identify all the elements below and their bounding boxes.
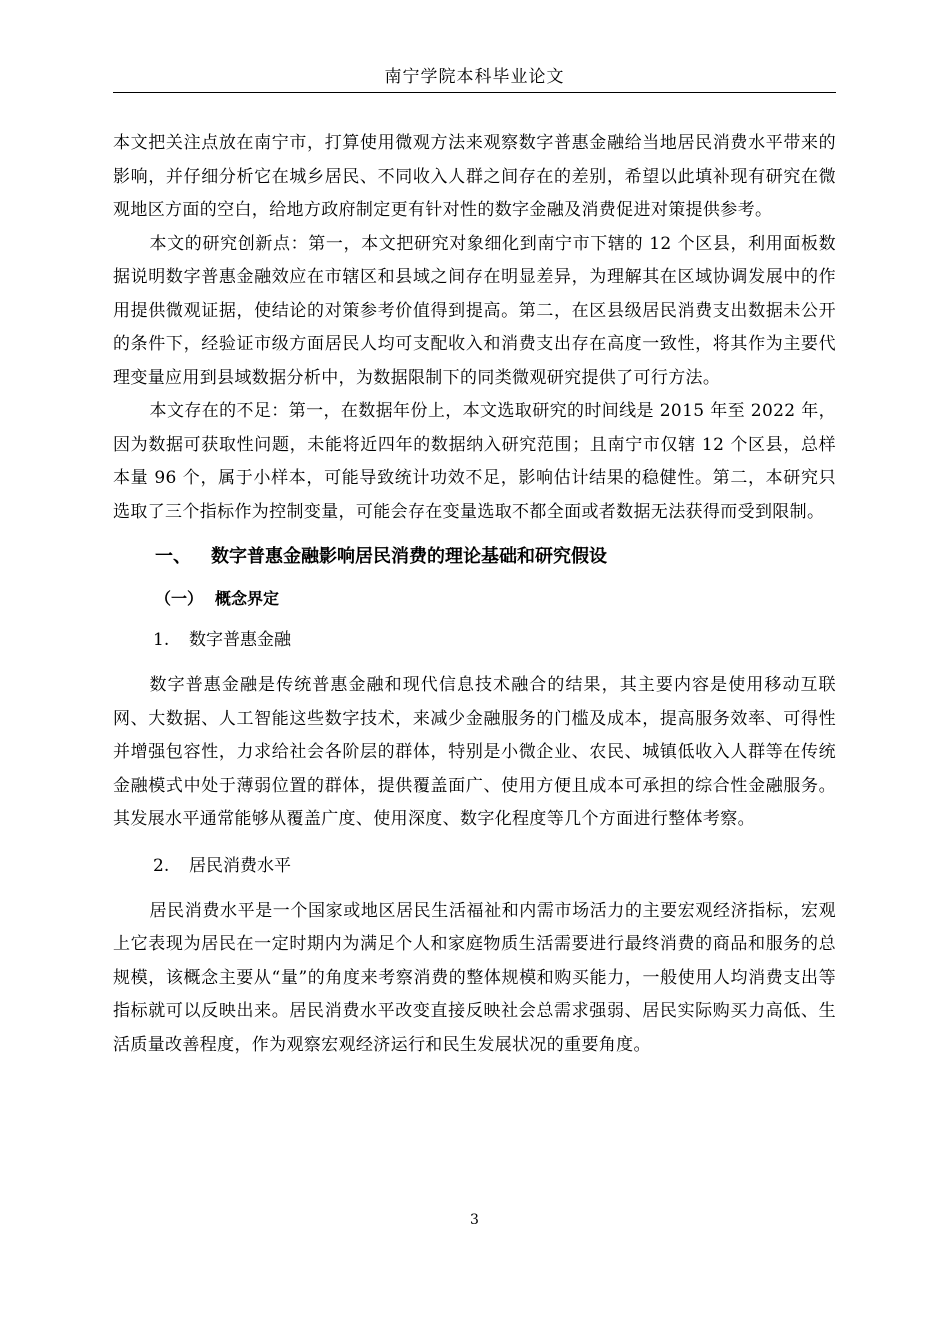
item-number: 2. — [153, 855, 170, 876]
paragraph-consumption-definition: 居民消费水平是一个国家或地区居民生活福祉和内需市场活力的主要宏观经济指标，宏观上它表现为居民在一定时期内为满足个人和家庭物质生活需要进行最终消费的商品和服务的总规模，该概念主要从“量”的角度来考察消费的整体规模和购买能力，一般使用人均消费支出等指标就可以反映出来。居民消费水平改变直接反映社会总需求强弱、居民实际购买力高低、生活质量改善程度，作为观察宏观经济运行和民生发展状况的重要角度。 — [113, 900, 836, 1055]
item-title: 居民消费水平 — [189, 855, 291, 876]
item-title: 数字普惠金融 — [189, 630, 291, 650]
page-number: 3 — [470, 1212, 479, 1228]
page-body — [113, 127, 836, 1062]
item-number: 1. — [153, 630, 170, 650]
section-number: 一、 — [155, 546, 191, 567]
section-title: 数字普惠金融影响居民消费的理论基础和研究假设 — [211, 546, 607, 567]
section-heading — [113, 535, 836, 579]
running-header: 南宁学院本科毕业论文 — [384, 67, 565, 87]
paragraph-research-focus: 本文把关注点放在南宁市，打算使用微观方法来观察数字普惠金融给当地居民消费水平带来的影响，并仔细分析它在城乡居民、不同收入人群之间存在的差别，希望以此填补现有研究在微观地区方面的空白，给地方政府制定更有针对性的数字金融及消费促进对策提供参考。 — [113, 133, 836, 220]
item-heading-digital-finance — [113, 619, 836, 661]
item-heading-consumption-level — [113, 845, 836, 887]
header-divider — [113, 92, 836, 93]
subsection-heading — [113, 579, 836, 619]
paragraph-digital-finance-definition: 数字普惠金融是传统普惠金融和现代信息技术融合的结果，其主要内容是使用移动互联网、大数据、人工智能这些数字技术，来减少金融服务的门槛及成本，提高服务效率、可得性并增强包容性，力求给社会各阶层的群体，特别是小微企业、农民、城镇低收入人群等在传统金融模式中处于薄弱位置的群体，提供覆盖面广、使用方便且成本可承担的综合性金融服务。其发展水平通常能够从覆盖广度、使用深度、数字化程度等几个方面进行整体考察。 — [113, 675, 836, 829]
paragraph-innovations: 本文的研究创新点：第一，本文把研究对象细化到南宁市下辖的 12 个区县，利用面板数据说明数字普惠金融效应在市辖区和县域之间存在明显差异，为理解其在区域协调发展中的作用提供微观证据，使结论的对策参考价值得到提高。第二，在区县级居民消费支出数据未公开的条件下，经验证市级方面居民人均可支配收入和消费支出存在高度一致性，将其作为主要代理变量应用到县域数据分析中，为数据限制下的同类微观研究提供了可行方法。 — [113, 233, 836, 388]
subsection-number: （一） — [155, 589, 204, 608]
subsection-title: 概念界定 — [215, 589, 280, 608]
paragraph-limitations: 本文存在的不足：第一，在数据年份上，本文选取研究的时间线是 2015 年至 2022 年，因为数据可获取性问题，未能将近四年的数据纳入研究范围；且南宁市仅辖 12 个区县，总样本量 96 个，属于小样本，可能导致统计功效不足，影响估计结果的稳健性。第二，本研究只选取了三个指标作为控制变量，可能会存在变量选取不都全面或者数据无法获得而受到限制。 — [113, 401, 836, 522]
